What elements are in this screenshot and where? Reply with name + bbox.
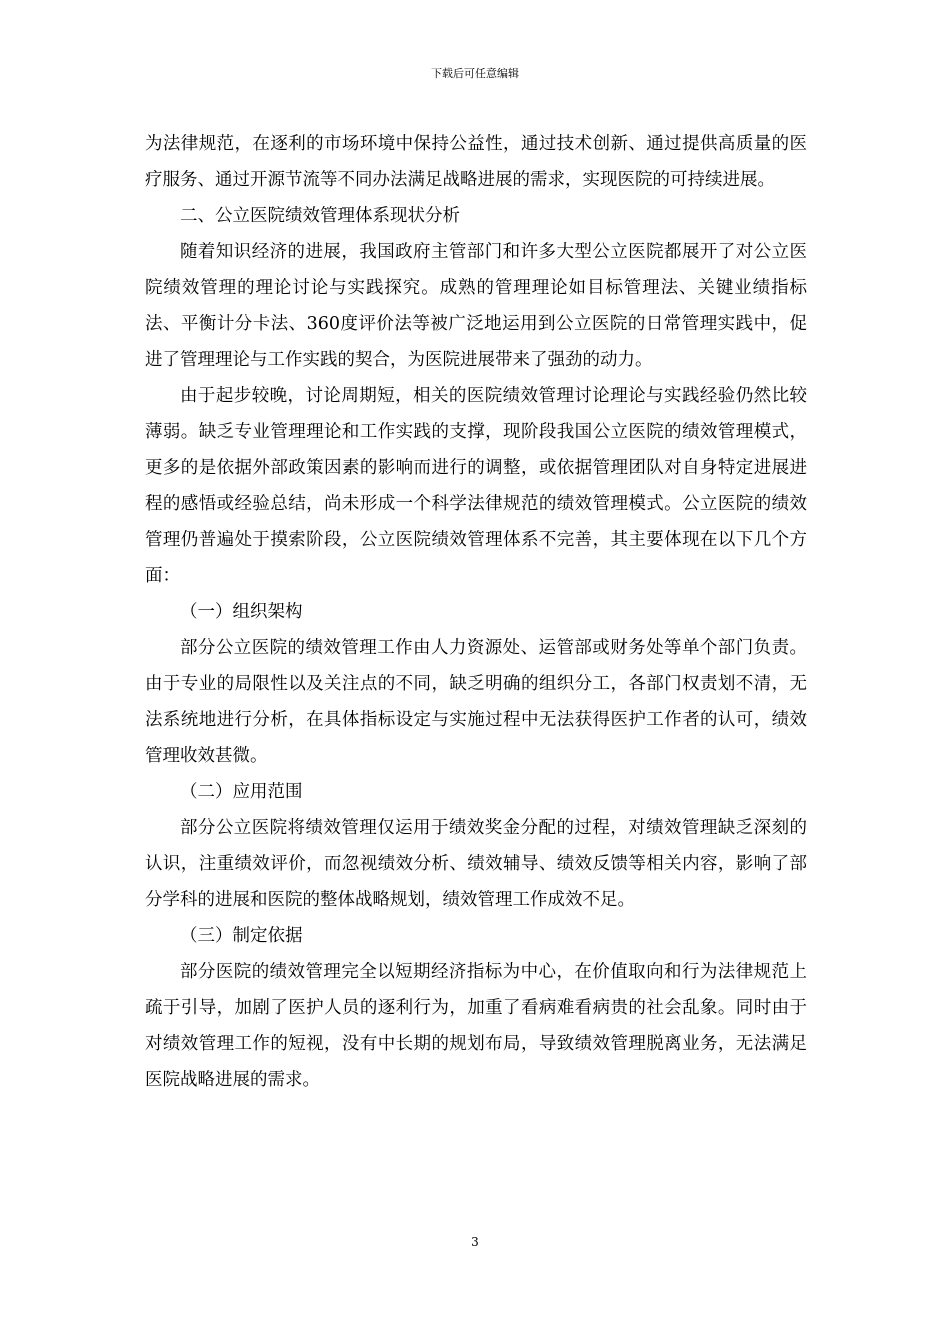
subsection-heading-organization: （一）组织架构 bbox=[180, 602, 303, 622]
section-heading-2: 二、公立医院绩效管理体系现状分析 bbox=[180, 206, 460, 226]
paragraph-organization: 部分公立医院的绩效管理工作由人力资源处、运管部或财务处等单个部门负责。由于专业的局限性以及关注点的不同，缺乏明确的组织分工，各部门权责划不清，无法系统地进行分析，在具体指标设定与实施过程中无法获得医护工作者的认可，绩效管理收效甚微。 bbox=[145, 638, 807, 766]
body-text bbox=[145, 126, 807, 1098]
paragraph-continuation: 为法律规范，在逐利的市场环境中保持公益性，通过技术创新、通过提供高质量的医疗服务、通过开源节流等不同办法满足战略进展的需求，实现医院的可持续进展。 bbox=[145, 134, 807, 190]
header-note: 下载后可任意编辑 bbox=[431, 67, 519, 80]
paragraph-scope: 部分公立医院将绩效管理仅运用于绩效奖金分配的过程，对绩效管理缺乏深刻的认识，注重绩效评价，而忽视绩效分析、绩效辅导、绩效反馈等相关内容，影响了部分学科的进展和医院的整体战略规划，绩效管理工作成效不足。 bbox=[145, 818, 807, 910]
page-number: 3 bbox=[471, 1235, 479, 1249]
paragraph-knowledge-economy: 随着知识经济的进展，我国政府主管部门和许多大型公立医院都展开了对公立医院绩效管理的理论讨论与实践探究。成熟的管理理论如目标管理法、关键业绩指标法、平衡计分卡法、360度评价法等被广泛地运用到公立医院的日常管理实践中，促进了管理理论与工作实践的契合，为医院进展带来了强劲的动力。 bbox=[145, 242, 807, 370]
paragraph-basis: 部分医院的绩效管理完全以短期经济指标为中心，在价值取向和行为法律规范上疏于引导，加剧了医护人员的逐利行为，加重了看病难看病贵的社会乱象。同时由于对绩效管理工作的短视，没有中长期的规划布局，导致绩效管理脱离业务，无法满足医院战略进展的需求。 bbox=[145, 962, 807, 1090]
paragraph-late-start: 由于起步较晚，讨论周期短，相关的医院绩效管理讨论理论与实践经验仍然比较薄弱。缺乏专业管理理论和工作实践的支撑，现阶段我国公立医院的绩效管理模式，更多的是依据外部政策因素的影响而进行的调整，或依据管理团队对自身特定进展进程的感悟或经验总结，尚未形成一个科学法律规范的绩效管理模式。公立医院的绩效管理仍普遍处于摸索阶段，公立医院绩效管理体系不完善，其主要体现在以下几个方面： bbox=[145, 386, 807, 586]
subsection-heading-basis: （三）制定依据 bbox=[180, 926, 303, 946]
subsection-heading-scope: （二）应用范围 bbox=[180, 782, 303, 802]
